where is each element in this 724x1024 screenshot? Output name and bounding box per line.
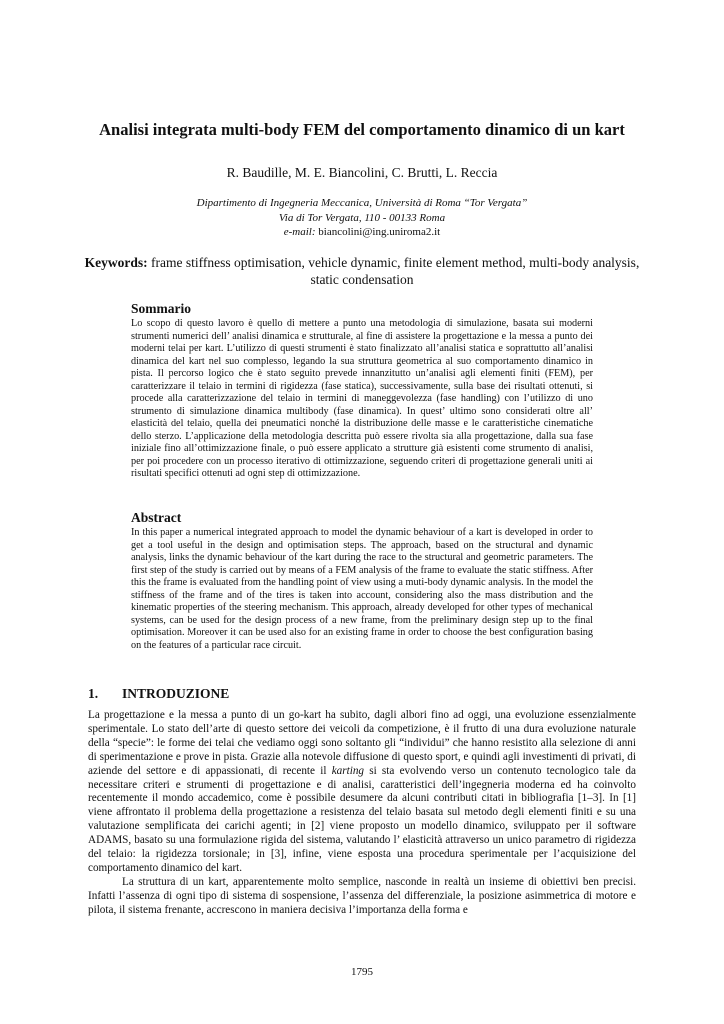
section-number: 1.	[88, 686, 99, 701]
affiliation-department: Dipartimento di Ingegneria Meccanica, Università di Roma “Tor Vergata”	[196, 197, 528, 209]
affiliation	[0, 196, 724, 240]
authors: R. Baudille, M. E. Biancolini, C. Brutti, L. Reccia	[226, 165, 498, 180]
keywords	[84, 254, 640, 288]
section-heading-introduzione	[88, 686, 229, 702]
paragraph-text: si sta evolvendo verso un contenuto tecnologico tale da necessitare criteri e strumenti di progettazione e di analisi, caratteristici dell’ingegneria moderna ed ha coinvolto recentemente il mondo accademico, come è possibile desumere da alcuni contributi citati in bibliografia [1–3]. In [1] viene affrontato il problema della progettazione a resistenza del telaio basata sul metodo degli elementi finiti e su una valutazione semplificata dei carichi agenti; in [2] viene proposto un modello dinamico, sviluppato per il software ADAMS, basato su una formulazione rigida del sistema, valutando l’ elasticità attraverso un unico parametro di rigidezza del telaio: la rigidezza torsionale; in [3], infine, viene esposta una procedura sperimentale per l’acquisizione del comportamento dinamico del kart.	[88, 764, 636, 874]
section-title: INTRODUZIONE	[122, 686, 230, 701]
paragraph: La struttura di un kart, apparentemente molto semplice, nasconde in realtà un insieme di obiettivi ben precisi. Infatti l’assenza di ogni tipo di sistema di sospensione, l’assenza del differenziale, la posizione asimmetrica di motore e pilota, il sistema frenante, accrescono in maniera decisiva l’importanza della forma e	[88, 875, 636, 916]
email-label: e-mail:	[283, 226, 316, 238]
introduction-body	[88, 709, 636, 918]
affiliation-address: Via di Tor Vergata, 110 - 00133 Roma	[278, 211, 446, 224]
abstract-heading: Abstract	[131, 510, 182, 525]
paper-title: Analisi integrata multi-body FEM del comportamento dinamico di un kart	[99, 120, 625, 139]
page-number: 1795	[351, 966, 373, 978]
email-address: biancolini@ing.uniroma2.it	[318, 226, 441, 238]
sommario-text: Lo scopo di questo lavoro è quello di mettere a punto una metodologia di simulazione, basata sui moderni strumenti numerici dell’ analisi dinamica e strutturale, al fine di assistere la progettazione e la messa a punto dei moderni telai per kart. L’utilizzo di questi strumenti è stato finalizzato all’analisi statica e soprattutto all’analisi dinamica del kart nel suo complesso, legando la sua struttura geometrica al suo comportamento dinamico in pista. Il percorso logico che è stato seguito prevede innanzitutto un’analisi agli elementi finiti (FEM), per caratterizzare il telaio in termini di rigidezza (fase statica), successivamente, sulla base dei risultati ottenuti, si procede alla caratterizzazione del telaio in termini di maneggevolezza (fase handling) con l’utilizzo di uno strumento di simulazione dinamica multibody (fase dinamica). In quest’ ultimo sono considerati oltre all’ elasticità del telaio, quella dei pneumatici nonché la distribuzione delle masse e le caratteristiche cinematiche dello sterzo. L’applicazione della metodologia descritta può essere rivolta sia alla progettazione, dalla sua fase iniziale fino all’ottimizzazione finale, o può essere applicato a strutture già esistenti come strumento di analisi, per poi procedere con un processo iterativo di ottimizzazione, seguendo criteri di progettazione generali uniti ai risultati specifici ottenuti ad ogni step di ottimizzazione.	[131, 318, 593, 479]
keywords-text: frame stiffness optimisation, vehicle dynamic, finite element method, multi-body analysis, static condensation	[151, 255, 640, 287]
affiliation-email-line	[0, 225, 724, 240]
keywords-label: Keywords:	[84, 255, 148, 270]
paragraph	[88, 709, 636, 876]
abstract-text: In this paper a numerical integrated approach to model the dynamic behaviour of a kart is developed in order to get a tool useful in the design and optimisation steps. The approach, based on the structural and dynamic analysis, links the dynamic behaviour of the kart during the race to the structural and geometric parameters. The first step of the study is carried out by means of a FEM analysis of the frame to evaluate the static stiffness. After this the frame is evaluated from the handling point of view using a muti-body dynamic analysis. In the model the stiffness of the frame and of the tires is taken into account, considering also the mass distribution and the kinematic properties of the steering mechanism. This approach, already developed for other types of mechanical systems, can be used for the design process of a new frame, from the preliminary design step up to the final optimisation. Moreover it can be used also for an existing frame in order to choose the best configuration basing on the features of a particular race circuit.	[131, 527, 593, 651]
sommario-heading: Sommario	[131, 301, 191, 316]
paragraph-emphasis: karting	[331, 764, 365, 777]
paragraph-text: La progettazione e la messa a punto di un go-kart ha subito, dagli albori fino ad oggi, una evoluzione essenzialmente sperimentale. Lo stato dell’arte di questo settore dei veicoli da competizione, è il frutto di una dura evoluzione naturale della “specie”: le forme dei telai che vediamo oggi sono soltanto gli “individui” che hanno resistito alla selezione di anni di sperimentazione e prove in pista. Grazie alla notevole diffusione di questo sport, e quindi agli investimenti di privati, di aziende del settore e di appassionati, di recente il	[88, 709, 636, 777]
